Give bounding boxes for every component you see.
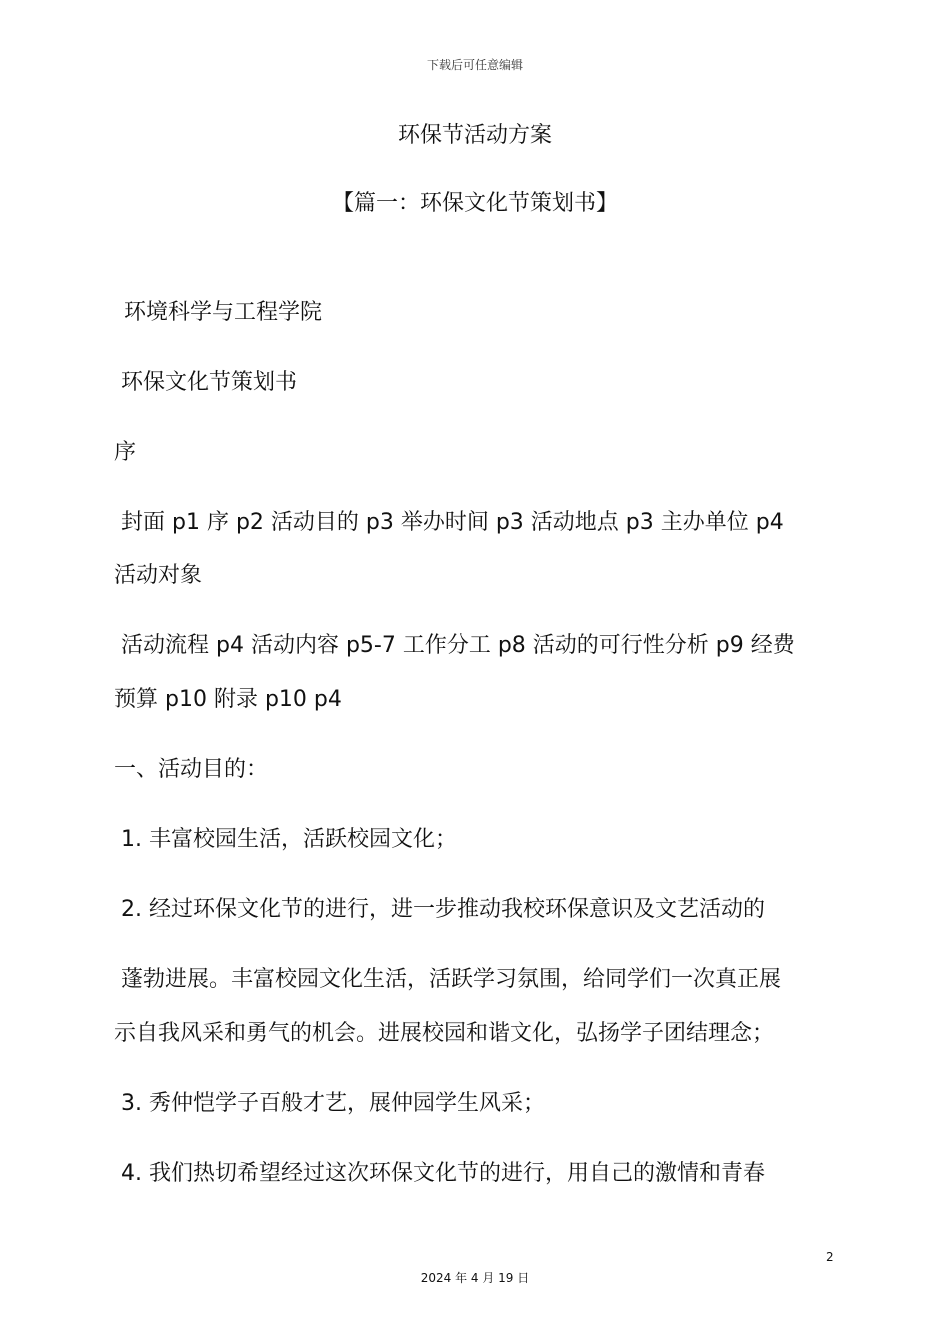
- document-subtitle: 【篇一：环保文化节策划书】: [331, 191, 618, 216]
- text-line-toc-2: 活动对象: [114, 563, 203, 588]
- page-number: 2: [826, 1250, 834, 1264]
- document-title: 环保节活动方案: [397, 123, 552, 148]
- footer-date: 2024 年 4 月 19 日: [420, 1271, 530, 1285]
- text-line-toc-3: 活动流程 p4 活动内容 p5-7 工作分工 p8 活动的可行性分析 p9 经费: [121, 633, 795, 658]
- list-item-1: 1. 丰富校园生活，活跃校园文化；: [121, 827, 457, 852]
- list-item-4: 4. 我们热切希望经过这次环保文化节的进行，用自己的激情和青春: [121, 1161, 765, 1186]
- list-item-3: 3. 秀仲恺学子百般才艺，展仲园学生风采；: [121, 1091, 545, 1116]
- section-heading-purpose: 一、活动目的：: [114, 757, 269, 782]
- text-line-school: 环境科学与工程学院: [124, 300, 323, 325]
- list-item-2-cont-1: 蓬勃进展。丰富校园文化生活，活跃学习氛围，给同学们一次真正展: [121, 967, 782, 992]
- header-note: 下载后可任意编辑: [426, 58, 523, 72]
- text-line-preface: 序: [114, 440, 137, 465]
- text-line-plan-title: 环保文化节策划书: [121, 370, 298, 395]
- text-line-toc-4: 预算 p10 附录 p10 p4: [114, 687, 342, 712]
- list-item-2-cont-2: 示自我风采和勇气的机会。进展校园和谐文化，弘扬学子团结理念；: [114, 1021, 775, 1046]
- text-line-toc-1: 封面 p1 序 p2 活动目的 p3 举办时间 p3 活动地点 p3 主办单位 p4: [121, 510, 784, 535]
- list-item-2: 2. 经过环保文化节的进行，进一步推动我校环保意识及文艺活动的: [121, 897, 765, 922]
